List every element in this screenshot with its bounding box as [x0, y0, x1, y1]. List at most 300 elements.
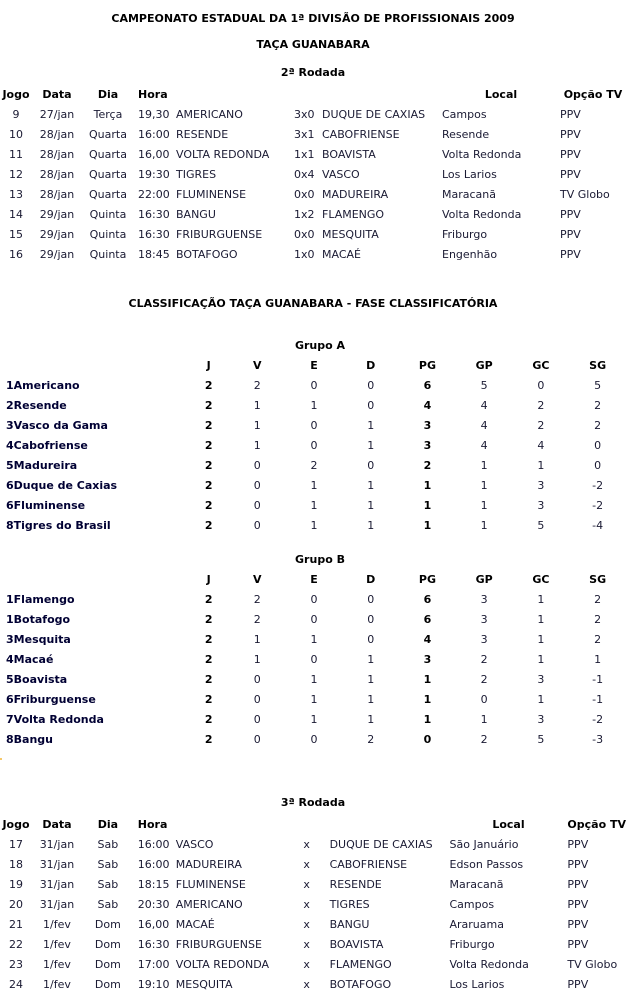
stat-gc: 2 [537, 398, 545, 412]
team-position: 1 [6, 378, 14, 392]
team-cell [0, 649, 188, 669]
game-weekday: Sab [97, 897, 119, 911]
game-date: 29/jan [39, 207, 75, 221]
game-row [0, 204, 626, 224]
page-subtitle: TAÇA GUANABARA [256, 38, 370, 51]
game-score: x [303, 957, 310, 971]
game-row [0, 144, 626, 164]
stat-gp: 3 [480, 612, 488, 626]
game-weekday: Sab [97, 857, 119, 871]
stat-v: 0 [253, 518, 261, 532]
group-a-title: Grupo A [294, 339, 346, 352]
team-name: Resende [13, 398, 67, 412]
away-team: MADUREIRA [322, 187, 389, 201]
stat-d: 1 [367, 478, 375, 492]
stat-sg: -1 [592, 672, 604, 686]
stat-d: 0 [367, 458, 375, 472]
game-weekday: Dom [94, 937, 121, 951]
team-position: 5 [6, 458, 14, 472]
stat-e: 1 [310, 478, 318, 492]
stat-gc: 3 [537, 498, 545, 512]
stat-gc: 4 [537, 438, 545, 452]
stat-gc: 5 [537, 518, 545, 532]
game-row [0, 104, 626, 124]
tv-option: PPV [567, 837, 589, 851]
stat-sg: 0 [594, 438, 602, 452]
standings-row [0, 495, 626, 515]
game-venue: Volta Redonda [442, 147, 522, 161]
game-venue: Friburgo [442, 227, 488, 241]
stat-gp: 3 [480, 632, 488, 646]
game-venue: Maracanã [449, 877, 504, 891]
tv-option: PPV [560, 147, 581, 161]
game-score: 0x0 [294, 187, 315, 201]
stat-e: 1 [310, 692, 318, 706]
game-number: 14 [9, 207, 23, 221]
stat-gc: 1 [537, 692, 545, 706]
stat-j: 2 [204, 458, 213, 472]
away-team: VASCO [322, 167, 360, 181]
stat-j: 2 [204, 518, 213, 532]
away-team: MESQUITA [322, 227, 379, 241]
game-weekday: Dom [94, 917, 121, 931]
stat-sg: -4 [592, 518, 604, 532]
team-cell [0, 629, 188, 649]
game-time: 20:30 [137, 897, 170, 911]
team-name: Mesquita [13, 632, 71, 646]
stat-d: 2 [367, 732, 375, 746]
stat-e: 1 [310, 712, 318, 726]
away-team: TIGRES [329, 897, 370, 911]
game-date: 28/jan [39, 127, 75, 141]
team-cell [0, 375, 188, 395]
stat-v: 1 [253, 398, 261, 412]
col-d: D [366, 358, 376, 372]
standings-row [0, 475, 626, 495]
stat-j: 2 [204, 398, 213, 412]
stat-v: 0 [253, 692, 261, 706]
game-time: 16,00 [138, 147, 170, 161]
stat-sg: 2 [594, 418, 602, 432]
game-weekday: Quinta [89, 227, 127, 241]
home-team: BANGU [176, 207, 216, 221]
stat-e: 1 [310, 672, 318, 686]
stat-sg: 5 [594, 378, 602, 392]
stat-v: 1 [253, 418, 261, 432]
col-sg: SG [589, 572, 607, 586]
stat-pg: 1 [423, 672, 432, 686]
stat-gc: 2 [537, 418, 545, 432]
stat-sg: 2 [594, 592, 602, 606]
game-time: 19,30 [138, 107, 170, 121]
standings-row [0, 435, 626, 455]
game-score: x [303, 917, 310, 931]
stat-sg: 2 [594, 612, 602, 626]
stat-d: 0 [367, 378, 375, 392]
col-data: Data [42, 87, 72, 101]
stat-gp: 1 [480, 458, 488, 472]
stat-e: 1 [310, 632, 318, 646]
stat-v: 0 [253, 712, 261, 726]
stat-v: 0 [253, 498, 261, 512]
game-venue: Los Larios [442, 167, 497, 181]
away-team: RESENDE [329, 877, 382, 891]
tv-option: TV Globo [560, 187, 610, 201]
stat-gc: 1 [537, 612, 545, 626]
col-pg: PG [418, 358, 436, 372]
group-a-body [0, 375, 626, 535]
game-row [0, 894, 626, 914]
game-weekday: Quarta [89, 147, 127, 161]
stat-j: 2 [204, 712, 213, 726]
group-b-body [0, 589, 626, 749]
stat-e: 0 [310, 592, 318, 606]
team-cell [0, 435, 188, 455]
game-venue: Edson Passos [449, 857, 524, 871]
game-score: 3x0 [294, 107, 315, 121]
team-name: Vasco da Gama [13, 418, 108, 432]
game-venue: Volta Redonda [449, 957, 529, 971]
team-name: Madureira [13, 458, 78, 472]
col-gc: GC [532, 358, 550, 372]
game-row [0, 834, 626, 854]
stat-sg: 2 [594, 398, 602, 412]
tv-option: TV Globo [567, 957, 618, 971]
away-team: CABOFRIENSE [329, 857, 408, 871]
game-time: 16,00 [137, 917, 170, 931]
stat-j: 2 [204, 498, 213, 512]
home-team: VASCO [175, 837, 214, 851]
team-name: Flamengo [13, 592, 75, 606]
stat-d: 1 [367, 692, 375, 706]
game-number: 13 [9, 187, 23, 201]
stat-e: 0 [310, 418, 318, 432]
stat-v: 1 [253, 438, 261, 452]
col-dia: Dia [97, 87, 119, 101]
team-position: 6 [6, 478, 14, 492]
team-name: Tigres do Brasil [13, 518, 111, 532]
team-position: 7 [6, 712, 14, 726]
game-score: x [303, 977, 310, 991]
away-team: BOAVISTA [329, 937, 384, 951]
standings-row [0, 709, 626, 729]
stat-e: 0 [310, 378, 318, 392]
stat-gc: 5 [537, 732, 545, 746]
game-time: 19:10 [137, 977, 170, 991]
game-venue: Campos [442, 107, 487, 121]
game-number: 24 [8, 977, 23, 991]
team-cell [0, 689, 188, 709]
team-cell [0, 475, 188, 495]
game-score: 1x1 [294, 147, 315, 161]
team-position: 3 [6, 418, 14, 432]
game-weekday: Quarta [89, 187, 127, 201]
round3-header-row [0, 814, 626, 834]
game-time: 16:00 [137, 837, 170, 851]
stat-e: 2 [310, 458, 318, 472]
team-cell [0, 455, 188, 475]
home-team: MESQUITA [175, 977, 233, 991]
game-score: 3x1 [294, 127, 315, 141]
game-number: 20 [8, 897, 23, 911]
stat-sg: -3 [592, 732, 604, 746]
stat-j: 2 [204, 378, 213, 392]
classification-title: CLASSIFICAÇÃO TAÇA GUANABARA - FASE CLASSIFICATÓRIA [128, 297, 498, 310]
col-hora: Hora [138, 87, 168, 101]
game-time: 17:00 [137, 957, 170, 971]
stat-pg: 6 [423, 612, 432, 626]
col-v: V [253, 358, 262, 372]
col-j: J [206, 358, 211, 372]
game-number: 15 [9, 227, 23, 241]
game-venue: Engenhão [442, 247, 498, 261]
page-title: CAMPEONATO ESTADUAL DA 1ª DIVISÃO DE PROFISSIONAIS 2009 [111, 12, 515, 25]
game-row [0, 184, 626, 204]
team-cell [0, 729, 188, 749]
game-number: 11 [9, 147, 23, 161]
game-score: 0x0 [294, 227, 315, 241]
stat-e: 1 [310, 398, 318, 412]
col-pg: PG [418, 572, 436, 586]
stat-gc: 3 [537, 478, 545, 492]
stat-j: 2 [204, 478, 213, 492]
game-row [0, 974, 626, 994]
game-row [0, 914, 626, 934]
game-date: 31/jan [39, 857, 75, 871]
game-date: 29/jan [39, 247, 75, 261]
stat-d: 0 [367, 612, 375, 626]
game-row [0, 244, 626, 264]
team-name: Friburguense [13, 692, 96, 706]
game-number: 10 [9, 127, 23, 141]
stat-pg: 6 [423, 592, 432, 606]
stat-gp: 1 [480, 478, 488, 492]
team-cell [0, 669, 188, 689]
game-date: 1/fev [43, 957, 71, 971]
home-team: FRIBURGUENSE [175, 937, 262, 951]
game-date: 31/jan [39, 897, 75, 911]
stat-gc: 0 [537, 378, 545, 392]
standings-row [0, 649, 626, 669]
game-time: 16:30 [138, 207, 170, 221]
team-cell [0, 415, 188, 435]
game-weekday: Quarta [89, 127, 127, 141]
stat-e: 0 [310, 438, 318, 452]
away-team: DUQUE DE CAXIAS [322, 107, 426, 121]
col-hora: Hora [137, 817, 168, 831]
stat-v: 2 [253, 612, 261, 626]
game-weekday: Dom [94, 957, 121, 971]
home-team: MADUREIRA [175, 857, 242, 871]
tv-option: PPV [560, 207, 581, 221]
team-name: Boavista [13, 672, 68, 686]
game-venue: Los Larios [449, 977, 505, 991]
stat-sg: 0 [594, 458, 602, 472]
game-venue: Campos [449, 897, 495, 911]
game-time: 16:30 [138, 227, 170, 241]
team-position: 3 [6, 632, 14, 646]
game-row [0, 224, 626, 244]
stat-e: 1 [310, 518, 318, 532]
team-position: 1 [6, 612, 14, 626]
game-date: 28/jan [39, 147, 75, 161]
game-number: 21 [8, 917, 23, 931]
tv-option: PPV [567, 857, 589, 871]
game-date: 28/jan [39, 187, 75, 201]
game-venue: Maracanã [442, 187, 496, 201]
stat-v: 0 [253, 672, 261, 686]
stat-gp: 0 [480, 692, 488, 706]
game-weekday: Quinta [89, 247, 127, 261]
stat-j: 2 [204, 632, 213, 646]
game-row [0, 934, 626, 954]
game-time: 19:30 [138, 167, 170, 181]
tv-option: PPV [567, 877, 589, 891]
home-team: MACAÉ [175, 917, 215, 931]
team-position: 6 [6, 692, 14, 706]
game-score: x [303, 857, 310, 871]
home-team: FLUMINENSE [175, 877, 246, 891]
stat-gp: 5 [480, 378, 488, 392]
stat-pg: 1 [423, 498, 432, 512]
team-name: Fluminense [13, 498, 86, 512]
stat-pg: 1 [423, 518, 432, 532]
round2-table [0, 84, 626, 264]
stat-e: 0 [310, 612, 318, 626]
round3-body [0, 834, 626, 994]
group-b-title: Grupo B [295, 553, 345, 566]
stat-gc: 1 [537, 652, 545, 666]
team-cell [0, 609, 188, 629]
stat-j: 2 [204, 652, 213, 666]
game-venue: Friburgo [449, 937, 495, 951]
stat-pg: 1 [423, 712, 432, 726]
stat-pg: 3 [423, 652, 432, 666]
game-number: 16 [9, 247, 23, 261]
standings-row [0, 609, 626, 629]
team-name: Cabofriense [13, 438, 88, 452]
stat-sg: 1 [594, 652, 602, 666]
home-team: VOLTA REDONDA [175, 957, 270, 971]
team-cell [0, 395, 188, 415]
game-time: 22:00 [138, 187, 170, 201]
stat-d: 1 [367, 518, 375, 532]
group-b-header-row [0, 569, 626, 589]
standings-row [0, 589, 626, 609]
tv-option: PPV [560, 127, 581, 141]
game-date: 31/jan [39, 877, 75, 891]
game-venue: Volta Redonda [442, 207, 522, 221]
game-score: 1x0 [294, 247, 315, 261]
stat-pg: 1 [423, 692, 432, 706]
round2-header-row [0, 84, 626, 104]
home-team: RESENDE [176, 127, 229, 141]
team-position: 4 [6, 438, 14, 452]
stat-sg: -1 [592, 692, 604, 706]
col-e: E [310, 358, 318, 372]
home-team: VOLTA REDONDA [176, 147, 270, 161]
game-date: 27/jan [39, 107, 75, 121]
game-date: 28/jan [39, 167, 75, 181]
team-cell [0, 495, 188, 515]
stat-e: 1 [310, 498, 318, 512]
stat-d: 1 [367, 438, 375, 452]
team-position: 4 [6, 652, 14, 666]
away-team: FLAMENGO [322, 207, 385, 221]
stat-d: 0 [367, 632, 375, 646]
stat-d: 0 [367, 398, 375, 412]
away-team: BANGU [329, 917, 370, 931]
stat-sg: -2 [592, 478, 604, 492]
group-b-table [0, 569, 626, 749]
game-weekday: Sab [97, 837, 119, 851]
round3-title: 3ª Rodada [280, 796, 346, 809]
game-number: 17 [8, 837, 23, 851]
team-position: 8 [6, 732, 14, 746]
col-local: Local [492, 817, 525, 831]
game-weekday: Quarta [89, 167, 127, 181]
team-position: 2 [6, 398, 14, 412]
game-score: 1x2 [294, 207, 315, 221]
col-d: D [366, 572, 376, 586]
standings-row [0, 669, 626, 689]
stat-sg: -2 [592, 498, 604, 512]
game-score: 0x4 [294, 167, 315, 181]
tv-option: PPV [560, 107, 581, 121]
group-a-header-row [0, 355, 626, 375]
game-number: 12 [9, 167, 23, 181]
stat-pg: 3 [423, 438, 432, 452]
team-cell [0, 515, 188, 535]
game-number: 23 [8, 957, 23, 971]
col-dia: Dia [97, 817, 119, 831]
stat-j: 2 [204, 592, 213, 606]
stat-e: 0 [310, 732, 318, 746]
game-number: 22 [8, 937, 23, 951]
game-date: 1/fev [43, 937, 71, 951]
round2-title: 2ª Rodada [280, 66, 346, 79]
stat-pg: 4 [423, 632, 432, 646]
tv-option: PPV [560, 167, 581, 181]
home-team: BOTAFOGO [176, 247, 238, 261]
stat-gc: 1 [537, 592, 545, 606]
team-name: Macaé [13, 652, 54, 666]
stat-gp: 3 [480, 592, 488, 606]
col-jogo: Jogo [2, 817, 30, 831]
game-row [0, 954, 626, 974]
stat-j: 2 [204, 438, 213, 452]
tv-option: PPV [560, 247, 581, 261]
game-date: 29/jan [39, 227, 75, 241]
stat-sg: -2 [592, 712, 604, 726]
team-name: Bangu [13, 732, 53, 746]
standings-row [0, 455, 626, 475]
team-cell [0, 589, 188, 609]
stat-sg: 2 [594, 632, 602, 646]
standings-row [0, 729, 626, 749]
game-time: 16:30 [137, 937, 170, 951]
col-local: Local [484, 87, 518, 101]
standings-row [0, 515, 626, 535]
team-position: 5 [6, 672, 14, 686]
stat-j: 2 [204, 692, 213, 706]
game-weekday: Dom [94, 977, 121, 991]
game-time: 18:45 [138, 247, 170, 261]
game-score: x [303, 937, 310, 951]
standings-row [0, 375, 626, 395]
away-team: DUQUE DE CAXIAS [329, 837, 433, 851]
stat-pg: 6 [423, 378, 432, 392]
